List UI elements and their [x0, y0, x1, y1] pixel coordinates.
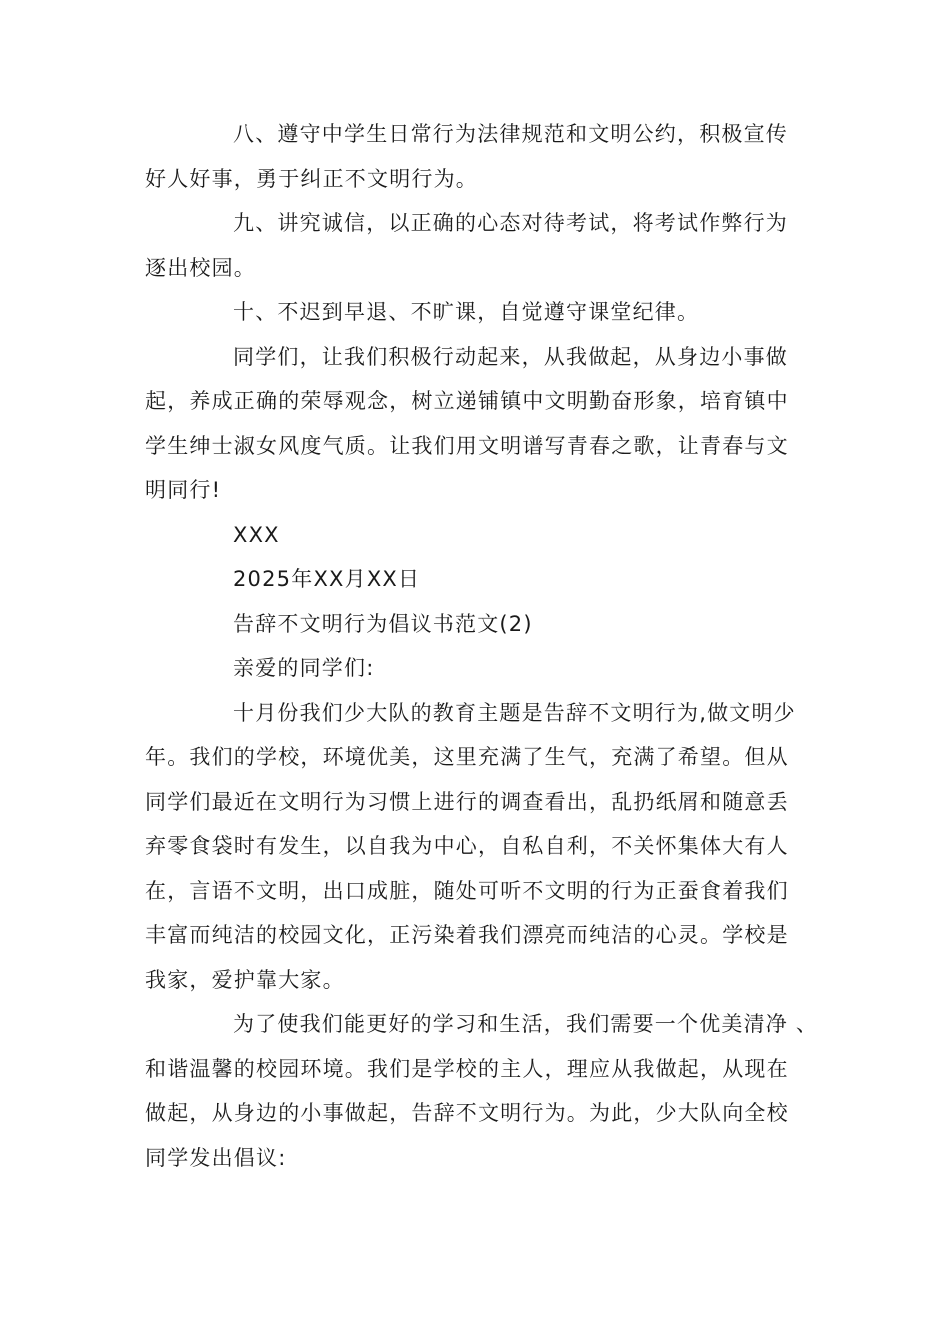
paragraph-body2	[145, 1002, 819, 1180]
text-line: 九、讲究诚信，以正确的心态对待考试，将考试作弊行为	[233, 211, 788, 235]
paragraph-p8	[145, 112, 810, 201]
text-line: 在，言语不文明，出口成脏，随处可听不文明的行为正蚕食着我们	[145, 878, 789, 903]
text-line: 同学发出倡议:	[145, 1145, 287, 1170]
paragraph-title2	[145, 602, 810, 647]
text-line: 好人好事，勇于纠正不文明行为。	[145, 166, 478, 191]
paragraph-body1	[145, 691, 810, 1003]
text-line: 弃零食袋时有发生，以自我为中心，自私自利，不关怀集体大有人	[145, 834, 789, 858]
text-line: 明同行!	[145, 478, 222, 502]
text-line: 逐出校园。	[145, 255, 256, 280]
paragraph-salutation	[145, 646, 810, 691]
document-page	[145, 112, 819, 1180]
text-line: 告辞不文明行为倡议书范文(2)	[233, 611, 533, 636]
paragraph-p10	[145, 290, 810, 335]
text-line: 十月份我们少大队的教育主题是告辞不文明行为,做文明少	[233, 700, 796, 725]
text-line: 做起，从身边的小事做起，告辞不文明行为。为此，少大队向全校	[145, 1101, 789, 1125]
text-line: 起，养成正确的荣辱观念，树立递铺镇中文明勤奋形象，培育镇中	[145, 389, 789, 413]
text-line: 同学们最近在文明行为习惯上进行的调查看出，乱扔纸屑和随意丢	[145, 789, 789, 814]
text-line: 学生绅士淑女风度气质。让我们用文明谱写青春之歌，让青春与文	[145, 433, 789, 458]
text-line: 为了使我们能更好的学习和生活，我们需要一个优美清净 、	[233, 1012, 819, 1036]
text-line: 丰富而纯洁的校园文化，正污染着我们漂亮而纯洁的心灵。学校是	[145, 923, 789, 947]
text-line: 我家，爱护靠大家。	[145, 967, 345, 992]
text-line: 八、遵守中学生日常行为法律规范和文明公约，积极宣传	[233, 122, 788, 146]
paragraph-p-call	[145, 335, 810, 513]
text-line: 和谐温馨的校园环境。我们是学校的主人，理应从我做起，从现在	[145, 1056, 789, 1081]
text-line: 十、不迟到早退、不旷课，自觉遵守课堂纪律。	[233, 300, 700, 324]
paragraph-signature	[145, 513, 810, 558]
text-line: XXX	[233, 522, 280, 547]
paragraph-date	[145, 557, 810, 602]
paragraph-p9	[145, 201, 810, 290]
text-line: 2025年XX月XX日	[233, 567, 421, 591]
text-line: 同学们，让我们积极行动起来，从我做起，从身边小事做	[233, 344, 788, 369]
text-line: 亲爱的同学们:	[233, 656, 375, 680]
text-line: 年。我们的学校，环境优美，这里充满了生气，充满了希望。但从	[145, 745, 789, 769]
